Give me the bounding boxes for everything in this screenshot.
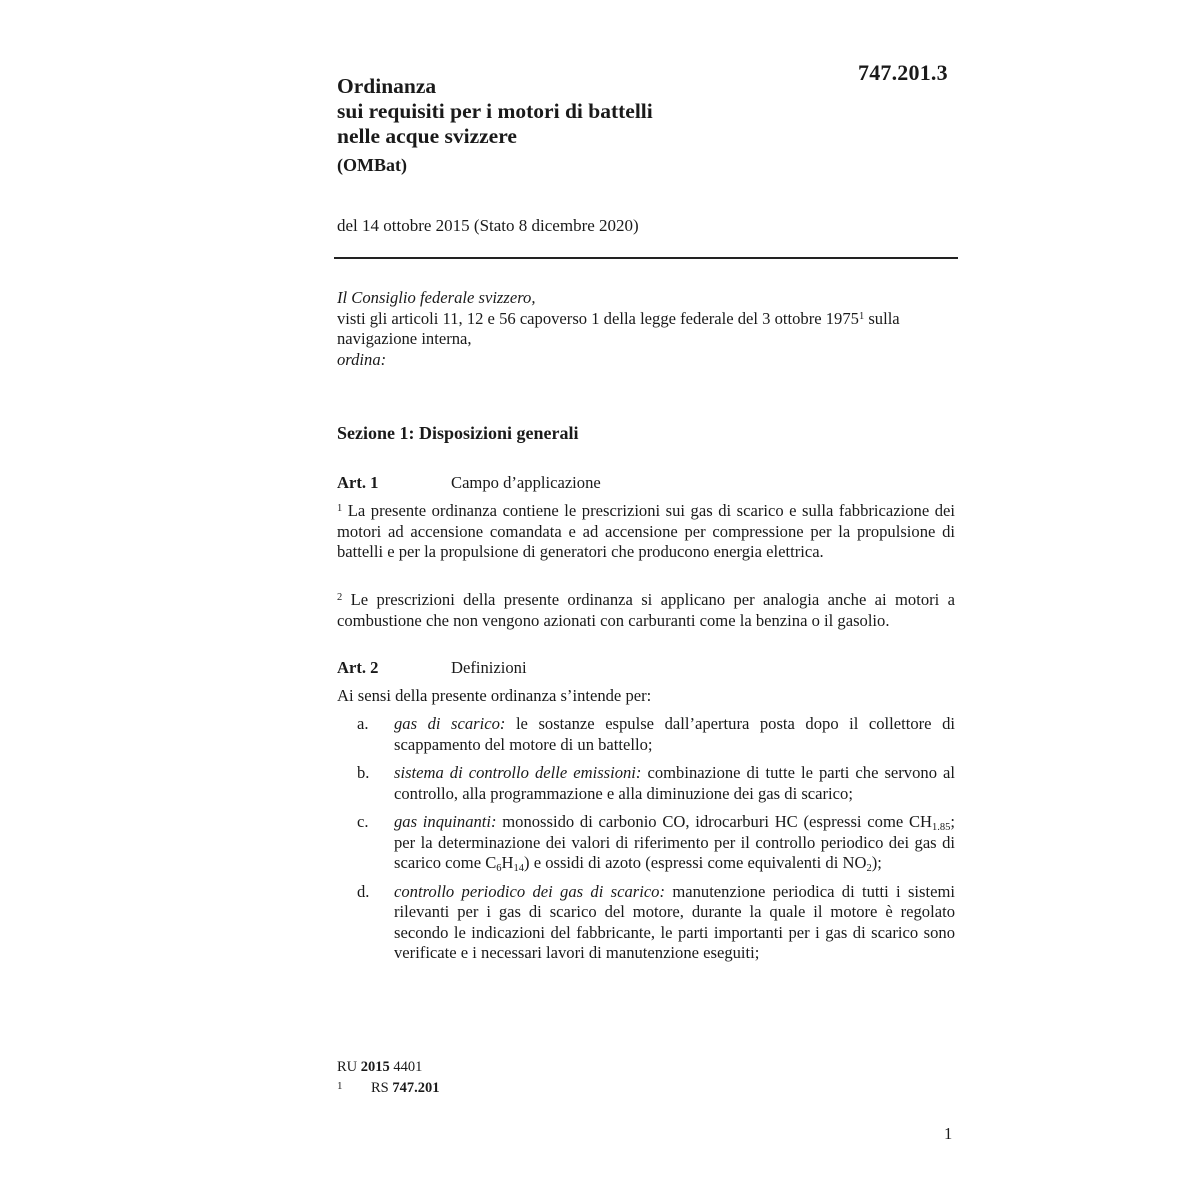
definitions-list <box>337 714 955 972</box>
document-abbreviation: (OMBat) <box>337 155 407 175</box>
preamble-authority: Il Consiglio federale svizzero, <box>337 288 536 307</box>
title-line-1: Ordinanza <box>337 74 437 98</box>
footnote-ref-1[interactable]: 1 <box>858 310 865 322</box>
definition-item-c: c. gas inquinanti: monossido di carbonio CO, idrocarburi HC (espressi come $CH_{1.85}$; per la determinazione dei valori di riferimento per il controllo periodico dei gas di scarico come $C_6H_{14}$) e ossidi di azoto (espressi come equivalenti di $NO_2$); <box>357 812 955 874</box>
art-2-heading <box>337 658 527 678</box>
art-2-title: Definizioni <box>451 658 527 677</box>
art-1-number: Art. 1 <box>337 473 379 492</box>
page-number: 1 <box>944 1124 953 1143</box>
title-line-2: sui requisiti per i motori di battelli <box>337 99 653 123</box>
footnote-1: 1 RS 747.201 <box>337 1080 440 1096</box>
ru-reference: RU 2015 4401 <box>337 1059 423 1075</box>
document-date: del 14 ottobre 2015 (Stato 8 dicembre 2020) <box>337 216 639 235</box>
preamble <box>337 288 955 370</box>
art-2-lead: Ai sensi della presente ordinanza s’intende per: <box>337 686 652 705</box>
art-1-heading <box>337 473 601 493</box>
definition-item-b: b. sistema di controllo delle emissioni: combinazione di tutte le parti che servono al controllo, alla programmazione e alla diminuzione dei gas di scarico; <box>357 763 955 803</box>
definition-item-d: d. controllo periodico dei gas di scarico: manutenzione periodica di tutti i sistemi rilevanti per i gas di scarico del motore, durante la quale il motore è regolato secondo le indicazioni del fabbricante, le parti importanti per i gas di scarico sono verificate e i necessari lavori di manutenzione eseguiti; <box>357 881 955 962</box>
title-line-3: nelle acque svizzere <box>337 124 517 148</box>
art-2-number: Art. 2 <box>337 658 379 677</box>
section-1-title: Sezione 1: Disposizioni generali <box>337 423 579 443</box>
art-1-paragraph-1: $^1$ La presente ordinanza contiene le prescrizioni sui gas di scarico e sulla fabbricazione dei motori ad accensione comandata e ad accensione per compressione per la propulsione di battelli e per la propulsione di generatori che producono energia elettrica. <box>337 501 955 561</box>
preamble-ordina: ordina: <box>337 349 387 369</box>
art-1-paragraph-2: $^2$ Le prescrizioni della presente ordinanza si applicano per analogia anche ai motori a combustione che non vengono azionati con carburanti come la benzina o il gasolio. <box>337 590 955 630</box>
footer-notes <box>337 1058 440 1098</box>
sr-number: 747.201.3 <box>858 60 948 85</box>
preamble-visti: visti gli articoli 11, 12 e 56 capoverso 1 della legge federale del 3 ottobre 1975$^1$ sulla navigazione interna, <box>337 308 900 348</box>
definition-item-a: a. gas di scarico: le sostanze espulse dall’apertura posta dopo il collettore di scappamento del motore di un battello; <box>357 714 955 754</box>
art-1-title: Campo d’applicazione <box>451 473 601 492</box>
header-divider <box>334 257 958 259</box>
document-title <box>337 74 653 149</box>
